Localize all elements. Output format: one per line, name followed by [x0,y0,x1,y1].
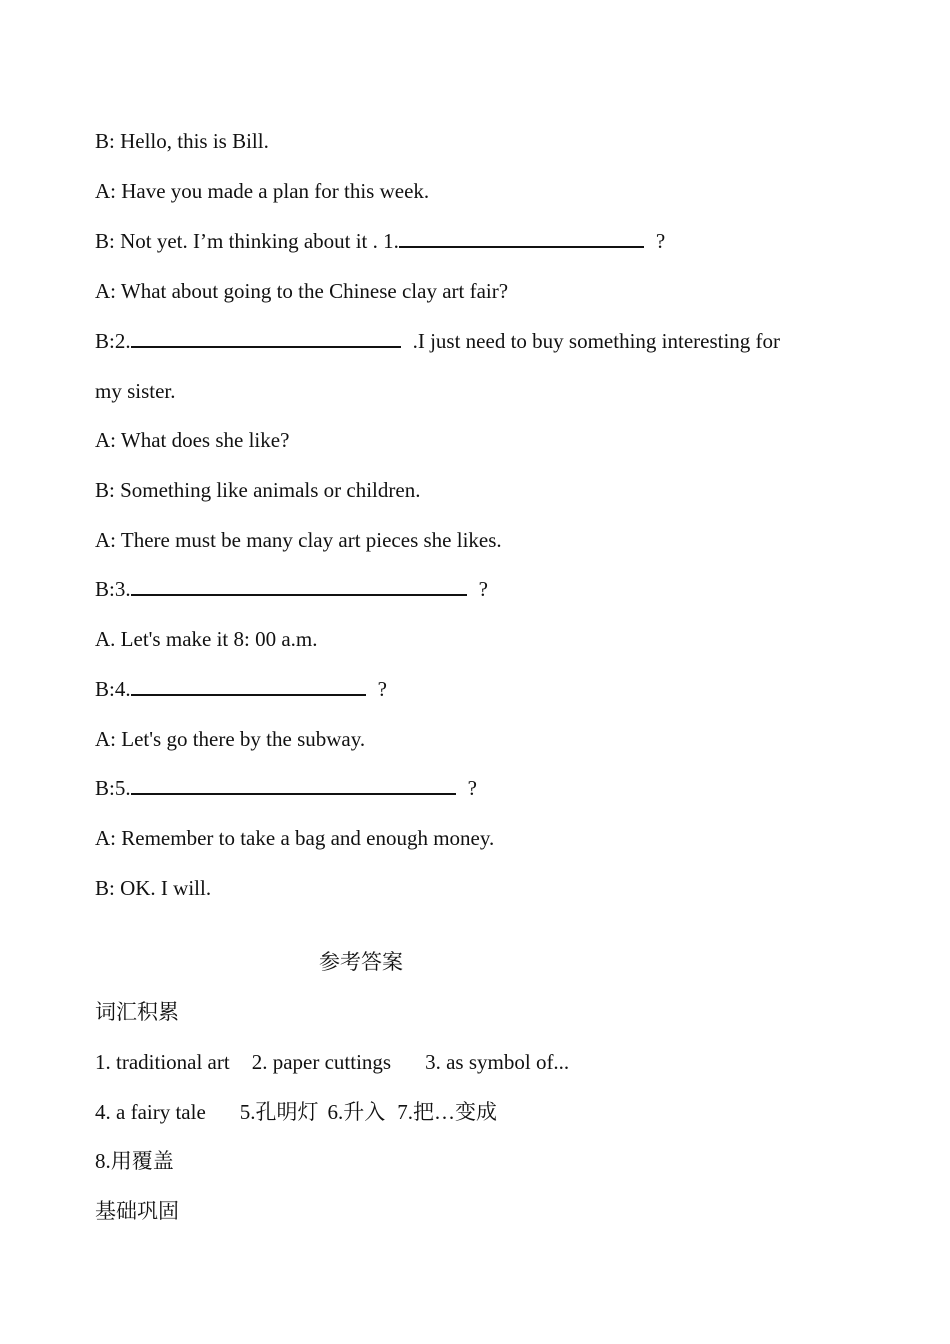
dialogue-line-4: A: What about going to the Chinese clay art fair? [95,279,509,303]
dialogue-line-12 [95,676,387,702]
answer-7: 7.把…变成 [397,1100,498,1124]
answer-blank-5 [131,775,456,795]
dialogue-line-7: A: What does she like? [95,428,290,452]
dialogue-line-14 [95,775,477,801]
answer-1: 1. traditional art [95,1050,230,1074]
dialogue-line-13: A: Let's go there by the subway. [95,727,366,751]
dialogue-line-14-prefix: B:5. [95,776,131,800]
answer-blank-2 [131,328,401,348]
answer-row-1 [95,1049,569,1075]
dialogue-line-2: A: Have you made a plan for this week. [95,179,430,203]
dialogue-line-3-suffix: ? [655,229,666,253]
answer-blank-3 [131,576,467,596]
dialogue-line-10-suffix: ? [478,577,488,601]
dialogue-line-15: A: Remember to take a bag and enough money. [95,826,495,850]
dialogue-line-1: B: Hello, this is Bill. [95,129,269,153]
dialogue-line-3 [95,228,665,254]
dialogue-line-10 [95,576,488,602]
answer-5: 5.孔明灯 [239,1100,319,1124]
answer-6: 6.升入 [327,1100,386,1124]
dialogue-line-12-suffix: ? [377,677,387,701]
dialogue-line-16: B: OK. I will. [95,876,212,900]
section-heading-vocabulary: 词汇积累 [95,1000,179,1024]
dialogue-line-11: A. Let's make it 8: 00 a.m. [95,627,318,651]
answer-blank-4 [131,676,366,696]
dialogue-line-8: B: Something like animals or children. [95,478,421,502]
answer-row-3: 8.用覆盖 [95,1149,174,1173]
dialogue-line-5-suffix: .I just need to buy something interesting for [412,329,781,353]
section-heading-basics: 基础巩固 [95,1199,179,1223]
answer-key-title: 参考答案 [319,950,403,974]
dialogue-line-14-suffix: ? [467,776,477,800]
dialogue-line-10-prefix: B:3. [95,577,131,601]
dialogue-line-3-prefix: B: Not yet. I’m thinking about it . 1. [95,229,399,253]
dialogue-line-6: my sister. [95,379,176,403]
dialogue-line-9: A: There must be many clay art pieces she likes. [95,528,502,552]
dialogue-line-5 [95,328,780,354]
answer-blank-1 [399,228,644,248]
answer-row-2 [95,1099,497,1125]
answer-4: 4. a fairy tale [95,1100,206,1124]
answer-3: 3. as symbol of... [425,1050,570,1074]
dialogue-line-12-prefix: B:4. [95,677,131,701]
answer-2: 2. paper cuttings [251,1050,392,1074]
dialogue-line-5-prefix: B:2. [95,329,131,353]
